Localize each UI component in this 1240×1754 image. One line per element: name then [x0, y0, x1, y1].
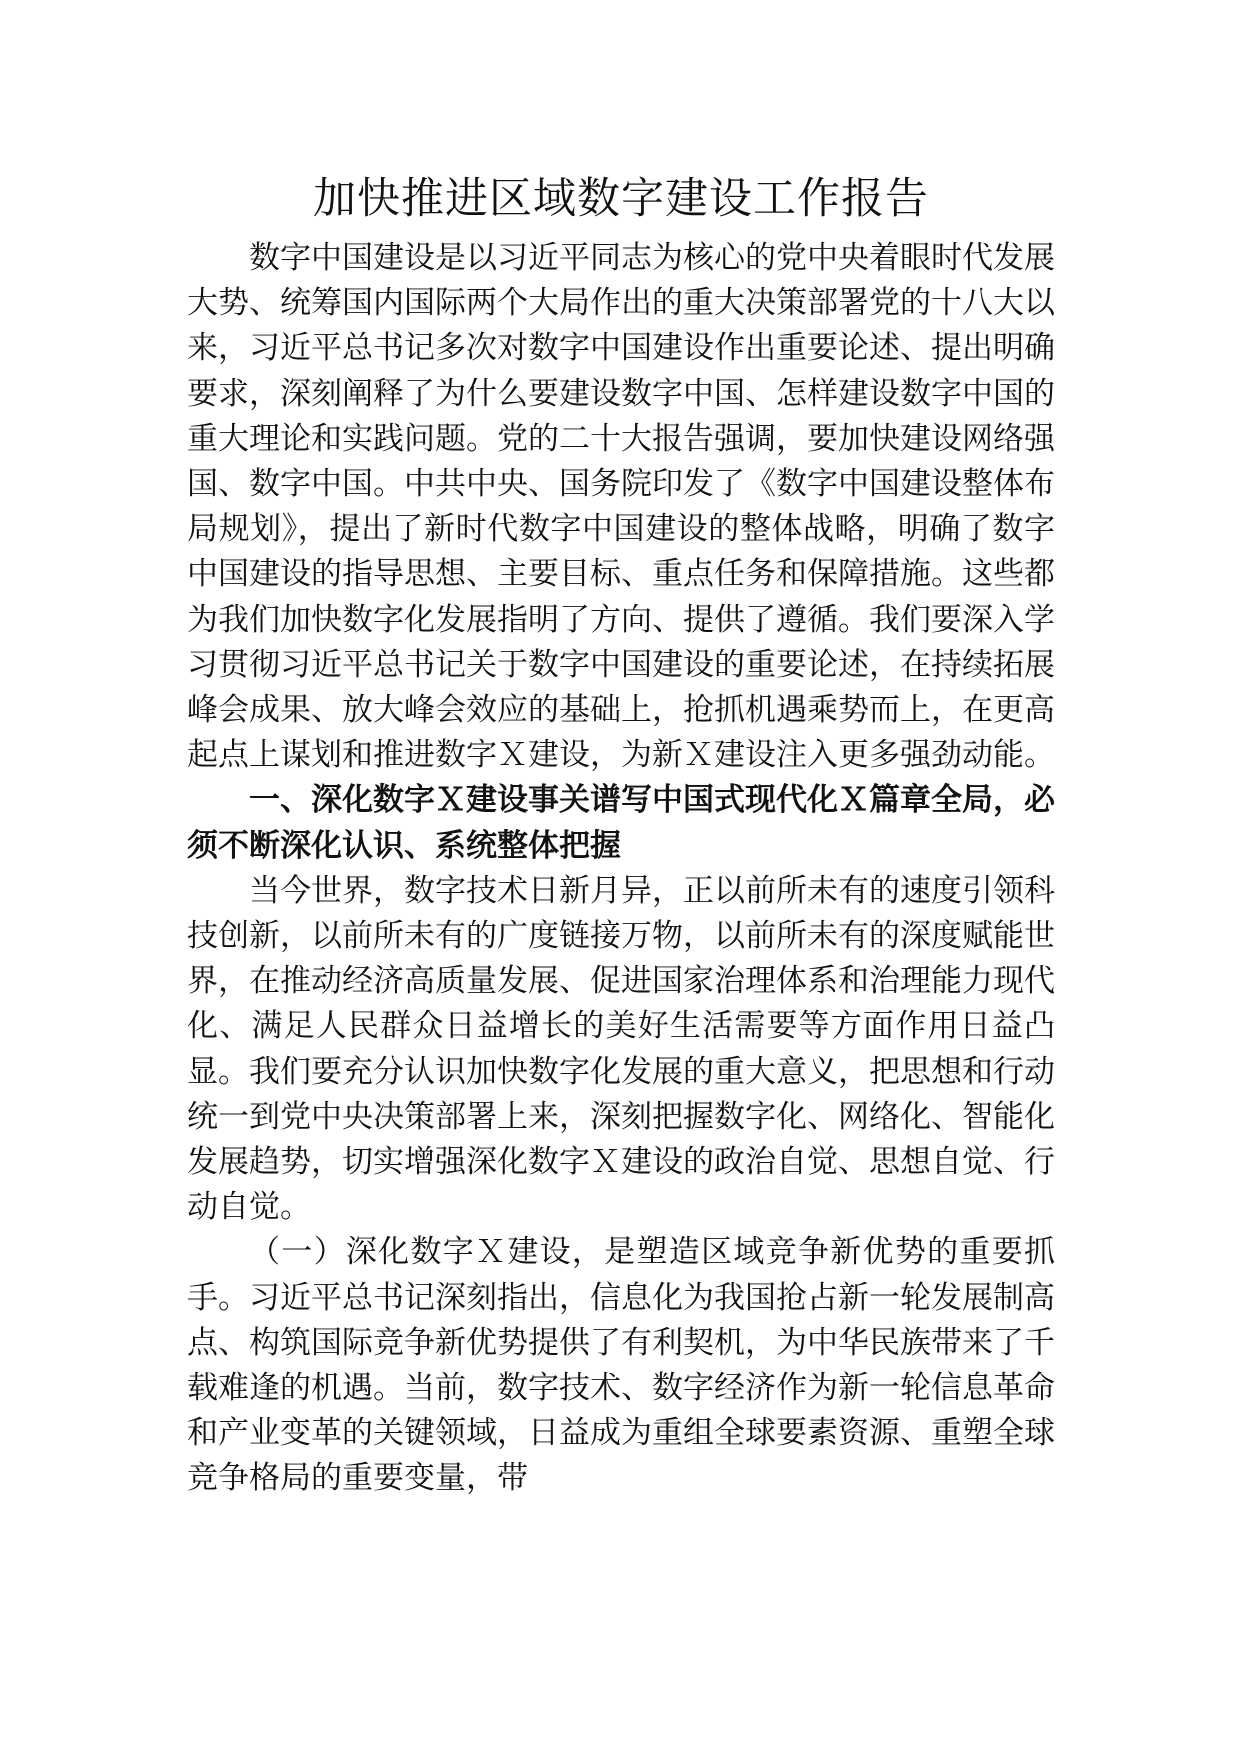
document-title: 加快推进区域数字建设工作报告 — [313, 174, 929, 224]
section-heading-1: 一、深化数字Ｘ建设事关谱写中国式现代化Ｘ篇章全局，必须不断深化认识、系统整体把握 — [187, 782, 1055, 864]
document-body — [187, 162, 1055, 1502]
paragraph-intro: 数字中国建设是以习近平同志为核心的党中央着眼时代发展大势、统筹国内国际两个大局作出的重大决策部署党的十八大以来，习近平总书记多次对数字中国建设作出重要论述、提出明确要求，深刻阐释了为什么要建设数字中国、怎样建设数字中国的重大理论和实践问题。党的二十大报告强调，要加快建设网络强国、数字中国。中共中央、国务院印发了《数字中国建设整体布局规划》，提出了新时代数字中国建设的整体战略，明确了数字中国建设的指导思想、主要目标、重点任务和保障措施。这些都为我们加快数字化发展指明了方向、提供了遵循。我们要深入学习贯彻习近平总书记关于数字中国建设的重要论述，在持续拓展峰会成果、放大峰会效应的基础上，抢抓机遇乘势而上，在更高起点上谋划和推进数字Ｘ建设，为新Ｘ建设注入更多强劲动能。 — [187, 240, 1055, 774]
paragraph-subsection-1: （一）深化数字Ｘ建设，是塑造区域竞争新优势的重要抓手。习近平总书记深刻指出，信息化为我国抢占新一轮发展制高点、构筑国际竞争新优势提供了有利契机，为中华民族带来了千载难逢的机遇。当前，数字技术、数字经济作为新一轮信息革命和产业变革的关键领域，日益成为重组全球要素资源、重塑全球竞争格局的重要变量，带 — [187, 1234, 1055, 1497]
paragraph-section-1: 当今世界，数字技术日新月异，正以前所未有的速度引领科技创新，以前所未有的广度链接万物，以前所未有的深度赋能世界，在推动经济高质量发展、促进国家治理体系和治理能力现代化、满足人民群众日益增长的美好生活需要等方面作用日益凸显。我们要充分认识加快数字化发展的重大意义，把思想和行动统一到党中央决策部署上来，深刻把握数字化、网络化、智能化发展趋势，切实增强深化数字Ｘ建设的政治自觉、思想自觉、行动自觉。 — [187, 872, 1055, 1226]
